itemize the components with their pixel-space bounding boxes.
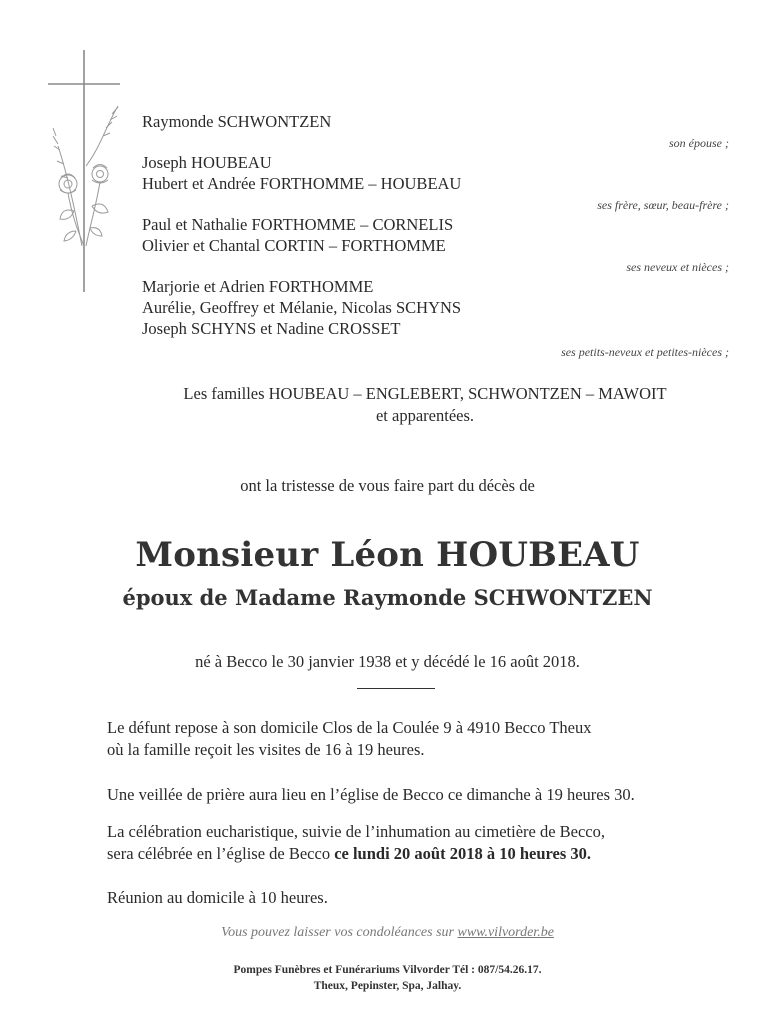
family-group-grandnephews — [142, 276, 729, 339]
reunion-paragraph: Réunion au domicile à 10 heures. — [107, 888, 328, 907]
families-line: et apparentées. — [375, 406, 475, 425]
rest-line: où la famille reçoit les visites de 16 à 19 heures. — [107, 740, 425, 759]
extended-families — [60, 383, 775, 427]
vigil-paragraph: Une veillée de prière aura lieu en l’église de Becco ce dimanche à 19 heures 30. — [107, 785, 635, 804]
families-line: Les familles HOUBEAU – ENGLEBERT, SCHWONTZEN – MAWOIT — [183, 384, 667, 403]
relation-label-nephews: ses neveux et nièces ; — [626, 260, 729, 274]
family-group-siblings — [142, 152, 729, 194]
deceased-name: Monsieur Léon HOUBEAU — [135, 535, 640, 575]
footer-line: Theux, Pepinster, Spa, Jalhay. — [313, 980, 462, 992]
family-name: Marjorie et Adrien FORTHOMME — [142, 277, 374, 296]
relation-label-spouse: son épouse ; — [669, 136, 729, 150]
relation-label-grandnephews: ses petits-neveux et petites-nièces ; — [561, 345, 729, 359]
family-name: Aurélie, Geoffrey et Mélanie, Nicolas SCHYNS — [142, 298, 462, 317]
family-name: Joseph HOUBEAU — [142, 153, 272, 172]
family-group-spouse — [142, 111, 729, 132]
condolences-text: Vous pouvez laisser vos condoléances sur — [221, 925, 458, 940]
divider — [357, 688, 435, 689]
birth-death-line: né à Becco le 30 janvier 1938 et y décédé le 16 août 2018. — [195, 652, 580, 671]
family-name: Paul et Nathalie FORTHOMME – CORNELIS — [142, 215, 454, 234]
spouse-line: époux de Madame Raymonde SCHWONTZEN — [122, 585, 653, 610]
relation-label-siblings: ses frère, sœur, beau-frère ; — [597, 198, 729, 212]
celebration-paragraph — [107, 821, 735, 865]
funeral-home-footer — [0, 962, 775, 994]
condolences-link[interactable]: www.vilvorder.be — [457, 925, 554, 940]
family-name: Olivier et Chantal CORTIN – FORTHOMME — [142, 236, 446, 255]
family-name: Raymonde SCHWONTZEN — [142, 112, 332, 131]
rest-line: Le défunt repose à son domicile Clos de la Coulée 9 à 4910 Becco Theux — [107, 718, 592, 737]
family-name: Hubert et Andrée FORTHOMME – HOUBEAU — [142, 174, 462, 193]
celebration-line: La célébration eucharistique, suivie de l’inhumation au cimetière de Becco, — [107, 822, 606, 841]
cross-with-flowers-icon — [46, 46, 126, 296]
footer-line: Pompes Funèbres et Funérariums Vilvorder Tél : 087/54.26.17. — [233, 964, 542, 976]
announcement-intro: ont la tristesse de vous faire part du décès de — [240, 476, 535, 495]
family-name: Joseph SCHYNS et Nadine CROSSET — [142, 319, 401, 338]
condolences-line — [0, 925, 775, 941]
family-group-nephews — [142, 214, 729, 256]
rest-paragraph — [107, 717, 735, 761]
celebration-line — [107, 843, 735, 865]
celebration-text: sera célébrée en l’église de Becco — [107, 844, 335, 863]
celebration-datetime: ce lundi 20 août 2018 à 10 heures 30. — [334, 844, 592, 863]
